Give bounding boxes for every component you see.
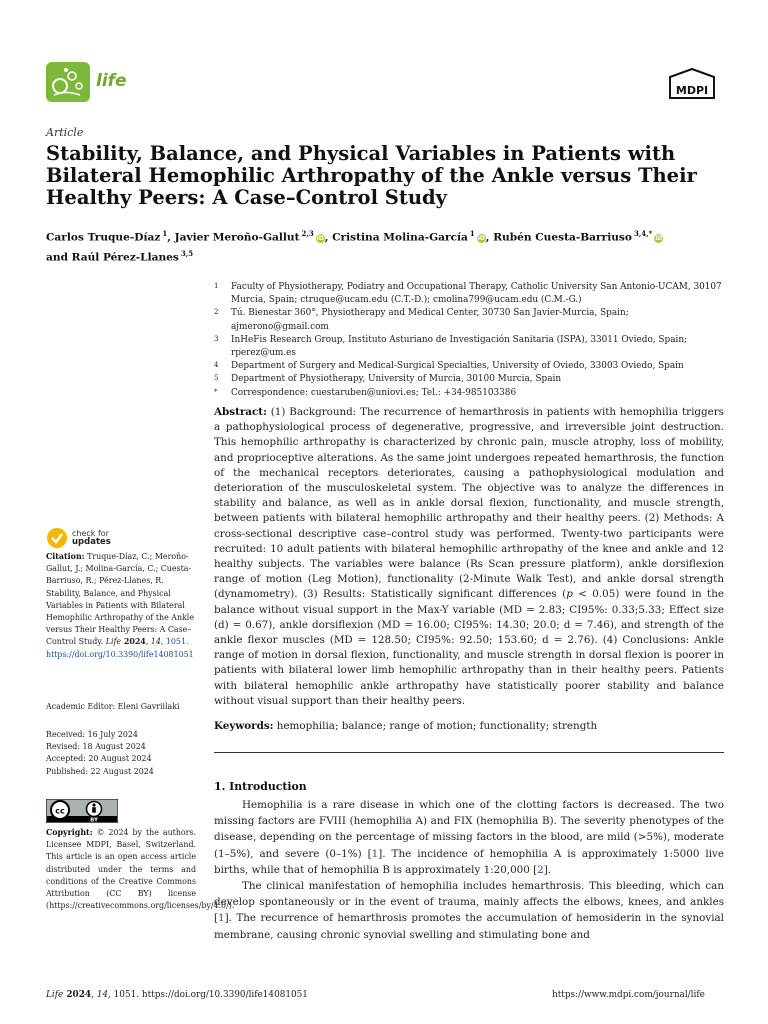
check-for-updates-button[interactable] [46, 527, 126, 549]
affiliation-text: Correspondence: cuestaruben@uniovi.es; Tel.: +34-985103386 [231, 387, 517, 398]
cc-label: BY [90, 817, 98, 823]
affiliation-item [214, 307, 724, 333]
author-name: Javier Meroño-Gallut [174, 231, 300, 244]
journal-logo-icon [46, 62, 90, 102]
academic-editor: Academic Editor: Eleni Gavriilaki [46, 702, 180, 711]
affiliation-number: 1 [214, 282, 219, 290]
footer-doi-link[interactable]: , 1051. https://doi.org/10.3390/life14081051 [108, 990, 308, 1000]
author-name: Carlos Truque-Díaz [46, 231, 161, 244]
author-separator: , [167, 231, 175, 244]
intro-text: ]. The incidence of hemophilia A is approximately 1:5000 live births, while that of hemophilia B is approximately 1:20,000 [ [214, 847, 724, 876]
affiliation-item [214, 387, 724, 400]
author-affiliation-marker: 1 [469, 229, 475, 238]
abstract-text-part1: (1) Background: The recurrence of hemarthrosis in patients with hemophilia triggers a pathophysiological process of degenerative, progressive, and irreversible joint destruction. This hemophilic arthropathy is characterized by chronic pain, muscle atrophy, loss of mobility, and proprioceptive alterations. As the same joint undergoes repeated hemarthrosis, the function of the mechanical receptors deteriorates, causing a pathophysiological modulation and deterioration of the musculoskeletal system. The objective was to analyze the differences in stability and balance, as well as in ankle dorsal flexion, functionality, and muscle strength, between patients with bilateral hemophilic arthropathy and their healthy peers. (2) Methods: A cross-sectional descriptive case–control study was performed. Twenty-two participants were recruited: 10 adult patients with bilateral hemophilic arthropathy of the knee and ankle and 12 healthy subjects. The variables were balance (Rs Scan pressure platform), ankle dorsiflexion range of motion (Leg Motion), functionality (2-Minute Walk Test), and ankle dorsal strength (dynamometry). (3) Results: Statistically significant differences ( [214, 406, 724, 601]
keywords-label: Keywords: [214, 720, 274, 732]
intro-text: Hemophilia is a rare disease in which one of the clotting factors is decreased. The two missing factors are FVIII (hemophilia A) and FIX (hemophilia B). The severity phenotypes of the disease, depending on the percentage of missing factors in the blood, are mild (>5%), moderate (1–5%), and severe (0–1%) [ [214, 799, 724, 860]
publisher-name: MDPI [675, 84, 709, 97]
affiliation-number: 4 [214, 361, 219, 370]
affiliation-text: Department of Surgery and Medical-Surgical Specialties, University of Oviedo, 33003 Oviedo, Spain [231, 361, 684, 372]
publication-date: Accepted: 20 August 2024 [46, 754, 152, 764]
article-type: Article [46, 126, 84, 139]
check-updates-icon [46, 527, 68, 549]
footer-year: 2024 [63, 990, 92, 1000]
citation-journal: Life [105, 637, 122, 647]
author-separator: , [324, 231, 333, 244]
citation-volume: , 14 [145, 637, 161, 647]
keywords [214, 719, 724, 734]
intro-text: ]. [543, 863, 552, 876]
affiliation-text: Faculty of Physiotherapy, Podiatry and Occupational Therapy, Catholic University San Antonio-UCAM, 30107 Murcia, Spain; ctruque@ucam.edu (C.T.-D.); cmolina799@ucam.edu (C.M.-G.) [231, 282, 722, 306]
affiliation-number: 2 [214, 308, 219, 317]
abstract-p-italic: p [566, 588, 573, 601]
affiliation-number: 3 [214, 334, 219, 343]
intro-text: ]. The recurrence of hemarthrosis promotes the accumulation of hemosiderin in the synovial membrane, causing chronic synovial swelling and stimulating bone and [214, 912, 724, 941]
intro-text: The clinical manifestation of hemophilia includes hemarthrosis. This bleeding, which can develop spontaneously or in the event of trauma, mainly affects the elbows, knees, and ankles [ [214, 880, 724, 925]
check-updates-line2: updates [72, 537, 111, 547]
reference-link[interactable]: 1 [218, 912, 225, 925]
abstract-text-part2: < 0.05) were found in the balance without visual support in the Max-Y variable (MD = 2.83; CI95%: 0.33;5.33; Effect size (d) = 0.67), ankle dorsiflexion (MD = 16.00; CI95%: 14.30; 20.0; d = 7.46), and strength of the ankle flexor muscles (MD = 128.50; CI95%: 92.50; 153.60; d = 2.76). (4) Conclusions: Ankle range of motion in dorsal flexion, functionality, and muscle strength in dorsal flexion is poorer in patients with bilateral lower limb hemophilic arthropathy than in their healthy peers. Patients with bilateral hemophilic ankle arthropathy have statistically poorer stability and balance without visual support than their healthy peers. [214, 588, 724, 707]
reference-link[interactable]: 2 [537, 863, 544, 876]
citation-label: Citation: [46, 552, 85, 561]
article-title: Stability, Balance, and Physical Variables in Patients with Bilateral Hemophilic Arthropathy of the Ankle versus Their Healthy Peers: A Case–Control Study [46, 142, 697, 209]
affiliation-item [214, 373, 724, 386]
abstract [214, 405, 724, 709]
affiliation-item [214, 281, 724, 307]
citation-block [46, 551, 198, 661]
citation-year: 2024 [121, 637, 146, 647]
orcid-icon[interactable]: iD [316, 234, 324, 242]
orcid-icon[interactable]: iD [477, 234, 485, 242]
journal-name: life [96, 71, 127, 91]
affiliation-number: * [214, 387, 218, 396]
author-name: Rubén Cuesta-Barriuso [493, 231, 632, 244]
reference-link[interactable]: 1 [371, 847, 379, 860]
abstract-label: Abstract: [214, 406, 267, 418]
author-list [46, 226, 726, 265]
author-name: and Raúl Pérez-Llanes [46, 251, 179, 264]
citation-doi-link[interactable]: , 1051. https://doi.org/10.3390/life14081051 [46, 637, 194, 659]
author-name: Cristina Molina-García [332, 231, 468, 244]
intro-heading: 1. Introduction [214, 780, 307, 793]
copyright-text: © 2024 by the authors. Licensee MDPI, Basel, Switzerland. This article is an open access article distributed under the terms and conditions of the Creative Commons Attribution (CC BY) license (https://creativecommons.org/licenses/by/4.0/). [46, 828, 235, 911]
affiliation-text: InHeFis Research Group, Instituto Asturiano de Investigación Sanitaria (ISPA), 33011 Oviedo, Spain; rperez@um.es [231, 334, 688, 359]
affiliation-number: 5 [214, 374, 219, 383]
publication-dates [46, 729, 206, 778]
author-affiliation-marker: 2,3 [301, 229, 314, 238]
footer-journal-url[interactable]: https://www.mdpi.com/journal/life [552, 990, 705, 1000]
author-separator: , [485, 231, 494, 244]
publisher-logo-icon [664, 68, 720, 102]
keywords-text: hemophilia; balance; range of motion; functionality; strength [273, 720, 598, 732]
cc-by-license-icon[interactable] [46, 799, 118, 823]
intro-body [214, 797, 724, 943]
check-updates-line1: check for [72, 529, 109, 538]
affiliation-list [214, 281, 724, 400]
svg-text:cc: cc [55, 806, 65, 816]
author-affiliation-marker: 1 [162, 229, 168, 238]
publication-date: Received: 16 July 2024 [46, 730, 138, 739]
footer-citation [46, 990, 308, 1000]
affiliation-item [214, 360, 724, 373]
publication-date: Published: 22 August 2024 [46, 766, 154, 776]
publication-date: Revised: 18 August 2024 [46, 742, 146, 752]
section-divider [214, 752, 724, 753]
affiliation-item [214, 334, 724, 360]
copyright-notice [46, 827, 235, 912]
footer-journal: Life [46, 990, 64, 1000]
affiliation-text: Department of Physiotherapy, University of Murcia, 30100 Murcia, Spain [231, 374, 562, 385]
orcid-icon[interactable]: iD [655, 234, 663, 242]
author-affiliation-marker: 3,5 [180, 248, 194, 258]
copyright-label: Copyright: [46, 828, 93, 837]
intro-paragraph [214, 878, 724, 943]
author-affiliation-marker: 3,4,* [633, 229, 653, 238]
affiliation-text: Tú. Bienestar 360°, Physiotherapy and Medical Center, 30730 San Javier-Murcia, Spain; ajmerono@gmail.com [231, 308, 629, 332]
citation-text: Truque-Díaz, C.; Meroño-Gallut, J.; Molina-García, C.; Cuesta-Barriuso, R.; Pérez-Llanes, R. Stability, Balance, and Physical Variables in Patients with Bilateral Hemophilic Arthropathy of the Ankle versus Their Healthy Peers: A Case–Control Study. [46, 552, 194, 647]
intro-paragraph [214, 797, 724, 878]
footer-volume: , 14 [91, 990, 109, 1000]
